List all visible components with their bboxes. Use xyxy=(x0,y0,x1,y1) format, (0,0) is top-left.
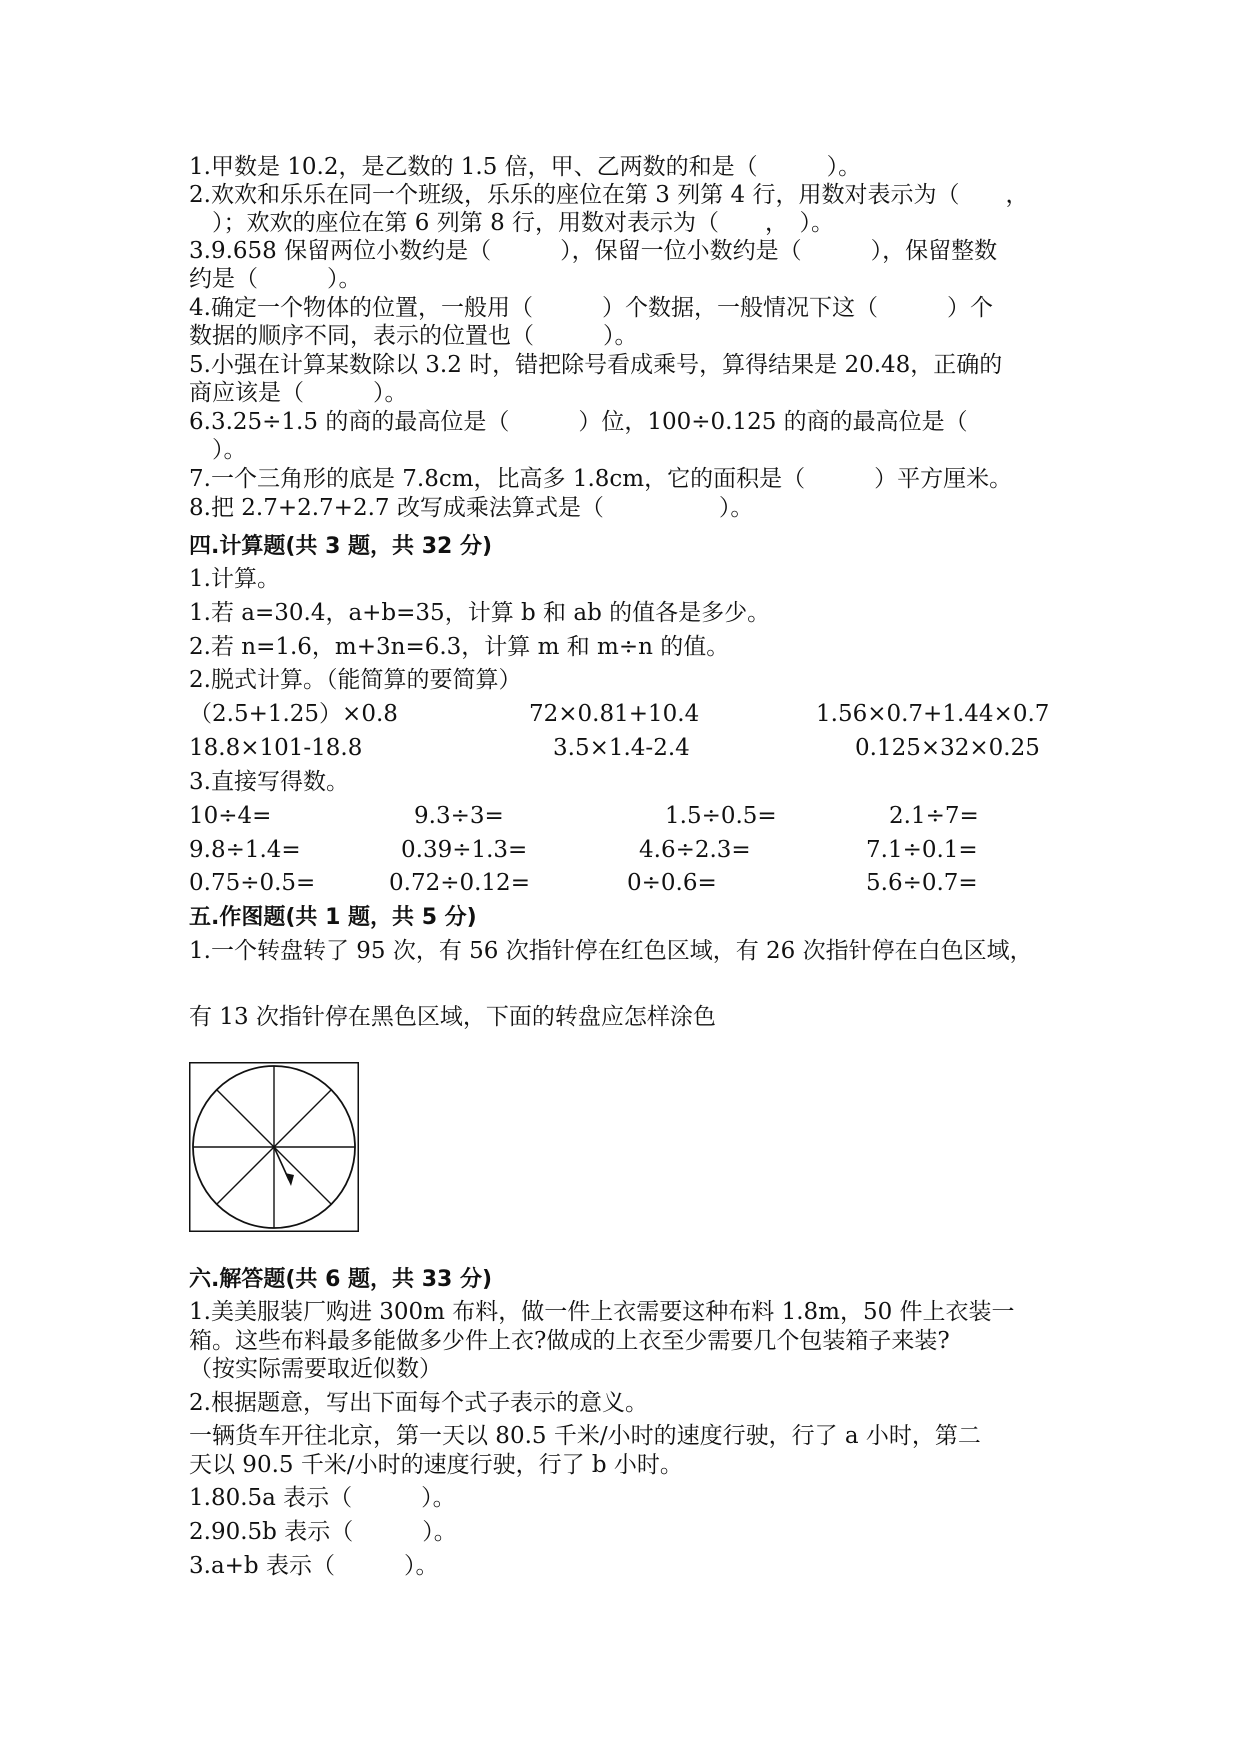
fill-question-line: 3.9.658 保留两位小数约是（ ），保留一位小数约是（ ），保留整数 xyxy=(189,238,998,264)
fill-question-line: 2.欢欢和乐乐在同一个班级，乐乐的座位在第 3 列第 4 行，用数对表示为（ ， xyxy=(189,182,1029,208)
fill-question-line: 7.一个三角形的底是 7.8cm，比高多 1.8cm，它的面积是（ ）平方厘米。 xyxy=(189,466,1013,492)
oral-calc-cell: 5.6÷0.7= xyxy=(866,870,978,896)
fill-question-line: 数据的顺序不同，表示的位置也（ ）。 xyxy=(189,323,638,349)
fill-question-line: 4.确定一个物体的位置，一般用（ ）个数据，一般情况下这（ ）个 xyxy=(189,295,993,321)
section-heading-drawing: 五.作图题(共 1 题，共 5 分) xyxy=(189,905,477,930)
fill-question-line: 5.小强在计算某数除以 3.2 时，错把除号看成乘号，算得结果是 20.48，正确的 xyxy=(189,352,1003,378)
question-title: 2.脱式计算。（能简算的要简算） xyxy=(189,667,522,693)
expression-cell: 0.125×32×0.25 xyxy=(855,735,1040,761)
oral-calc-cell: 0.39÷1.3= xyxy=(401,837,528,863)
fill-question-line: ）。 xyxy=(189,437,247,463)
question-text: 1.80.5a 表示（ ）。 xyxy=(189,1485,456,1511)
oral-calc-cell: 10÷4= xyxy=(189,803,272,829)
oral-calc-cell: 7.1÷0.1= xyxy=(866,837,978,863)
oral-calc-cell: 0.72÷0.12= xyxy=(389,870,530,896)
question-item: 2.若 n=1.6，m+3n=6.3，计算 m 和 m÷n 的值。 xyxy=(189,634,730,660)
oral-calc-cell: 2.1÷7= xyxy=(889,803,979,829)
question-title: 1.计算。 xyxy=(189,566,280,592)
question-text: 天以 90.5 千米/小时的速度行驶，行了 b 小时。 xyxy=(189,1452,683,1478)
question-text: 2.90.5b 表示（ ）。 xyxy=(189,1519,457,1545)
spinner-pointer-arrowhead xyxy=(285,1173,294,1186)
oral-calc-cell: 9.8÷1.4= xyxy=(189,837,301,863)
question-text: 2.根据题意，写出下面每个式子表示的意义。 xyxy=(189,1390,648,1416)
oral-calc-cell: 1.5÷0.5= xyxy=(665,803,777,829)
fill-question-line: 商应该是（ ）。 xyxy=(189,380,408,406)
question-text: （按实际需要取近似数） xyxy=(189,1356,442,1382)
section-heading-word-problems: 六.解答题(共 6 题，共 33 分) xyxy=(189,1267,493,1292)
expression-cell: 18.8×101-18.8 xyxy=(189,735,363,761)
question-text: 有 13 次指针停在黑色区域，下面的转盘应怎样涂色 xyxy=(189,1004,716,1030)
fill-question-line: 6.3.25÷1.5 的商的最高位是（ ）位，100÷0.125 的商的最高位是（ xyxy=(189,409,968,435)
expression-cell: 3.5×1.4-2.4 xyxy=(553,735,690,761)
expression-cell: 72×0.81+10.4 xyxy=(529,701,700,727)
question-text: 1.美美服装厂购进 300m 布料，做一件上衣需要这种布料 1.8m，50 件上衣装一 xyxy=(189,1299,1015,1325)
question-title: 3.直接写得数。 xyxy=(189,769,349,795)
expression-cell: 1.56×0.7+1.44×0.7 xyxy=(816,701,1050,727)
fill-question-line: ）；欢欢的座位在第 6 列第 8 行，用数对表示为（ ， ）。 xyxy=(189,210,835,236)
question-text: 1.一个转盘转了 95 次，有 56 次指针停在红色区域，有 26 次指针停在白色区域， xyxy=(189,938,1033,964)
spinner-diagram xyxy=(189,1062,359,1232)
question-text: 一辆货车开往北京，第一天以 80.5 千米/小时的速度行驶，行了 a 小时，第二 xyxy=(189,1423,981,1449)
question-text: 3.a+b 表示（ ）。 xyxy=(189,1553,439,1579)
expression-cell: （2.5+1.25）×0.8 xyxy=(189,701,398,727)
oral-calc-cell: 0.75÷0.5= xyxy=(189,870,316,896)
question-item: 1.若 a=30.4，a+b=35，计算 b 和 ab 的值各是多少。 xyxy=(189,600,771,626)
fill-question-line: 约是（ ）。 xyxy=(189,266,362,292)
section-heading-calculation: 四.计算题(共 3 题，共 32 分) xyxy=(189,534,493,559)
question-text: 箱。这些布料最多能做多少件上衣?做成的上衣至少需要几个包装箱子来装? xyxy=(189,1328,950,1354)
fill-question-line: 1.甲数是 10.2，是乙数的 1.5 倍，甲、乙两数的和是（ ）。 xyxy=(189,154,862,180)
oral-calc-cell: 0÷0.6= xyxy=(627,870,717,896)
oral-calc-cell: 9.3÷3= xyxy=(414,803,504,829)
oral-calc-cell: 4.6÷2.3= xyxy=(639,837,751,863)
fill-question-line: 8.把 2.7+2.7+2.7 改写成乘法算式是（ ）。 xyxy=(189,495,754,521)
